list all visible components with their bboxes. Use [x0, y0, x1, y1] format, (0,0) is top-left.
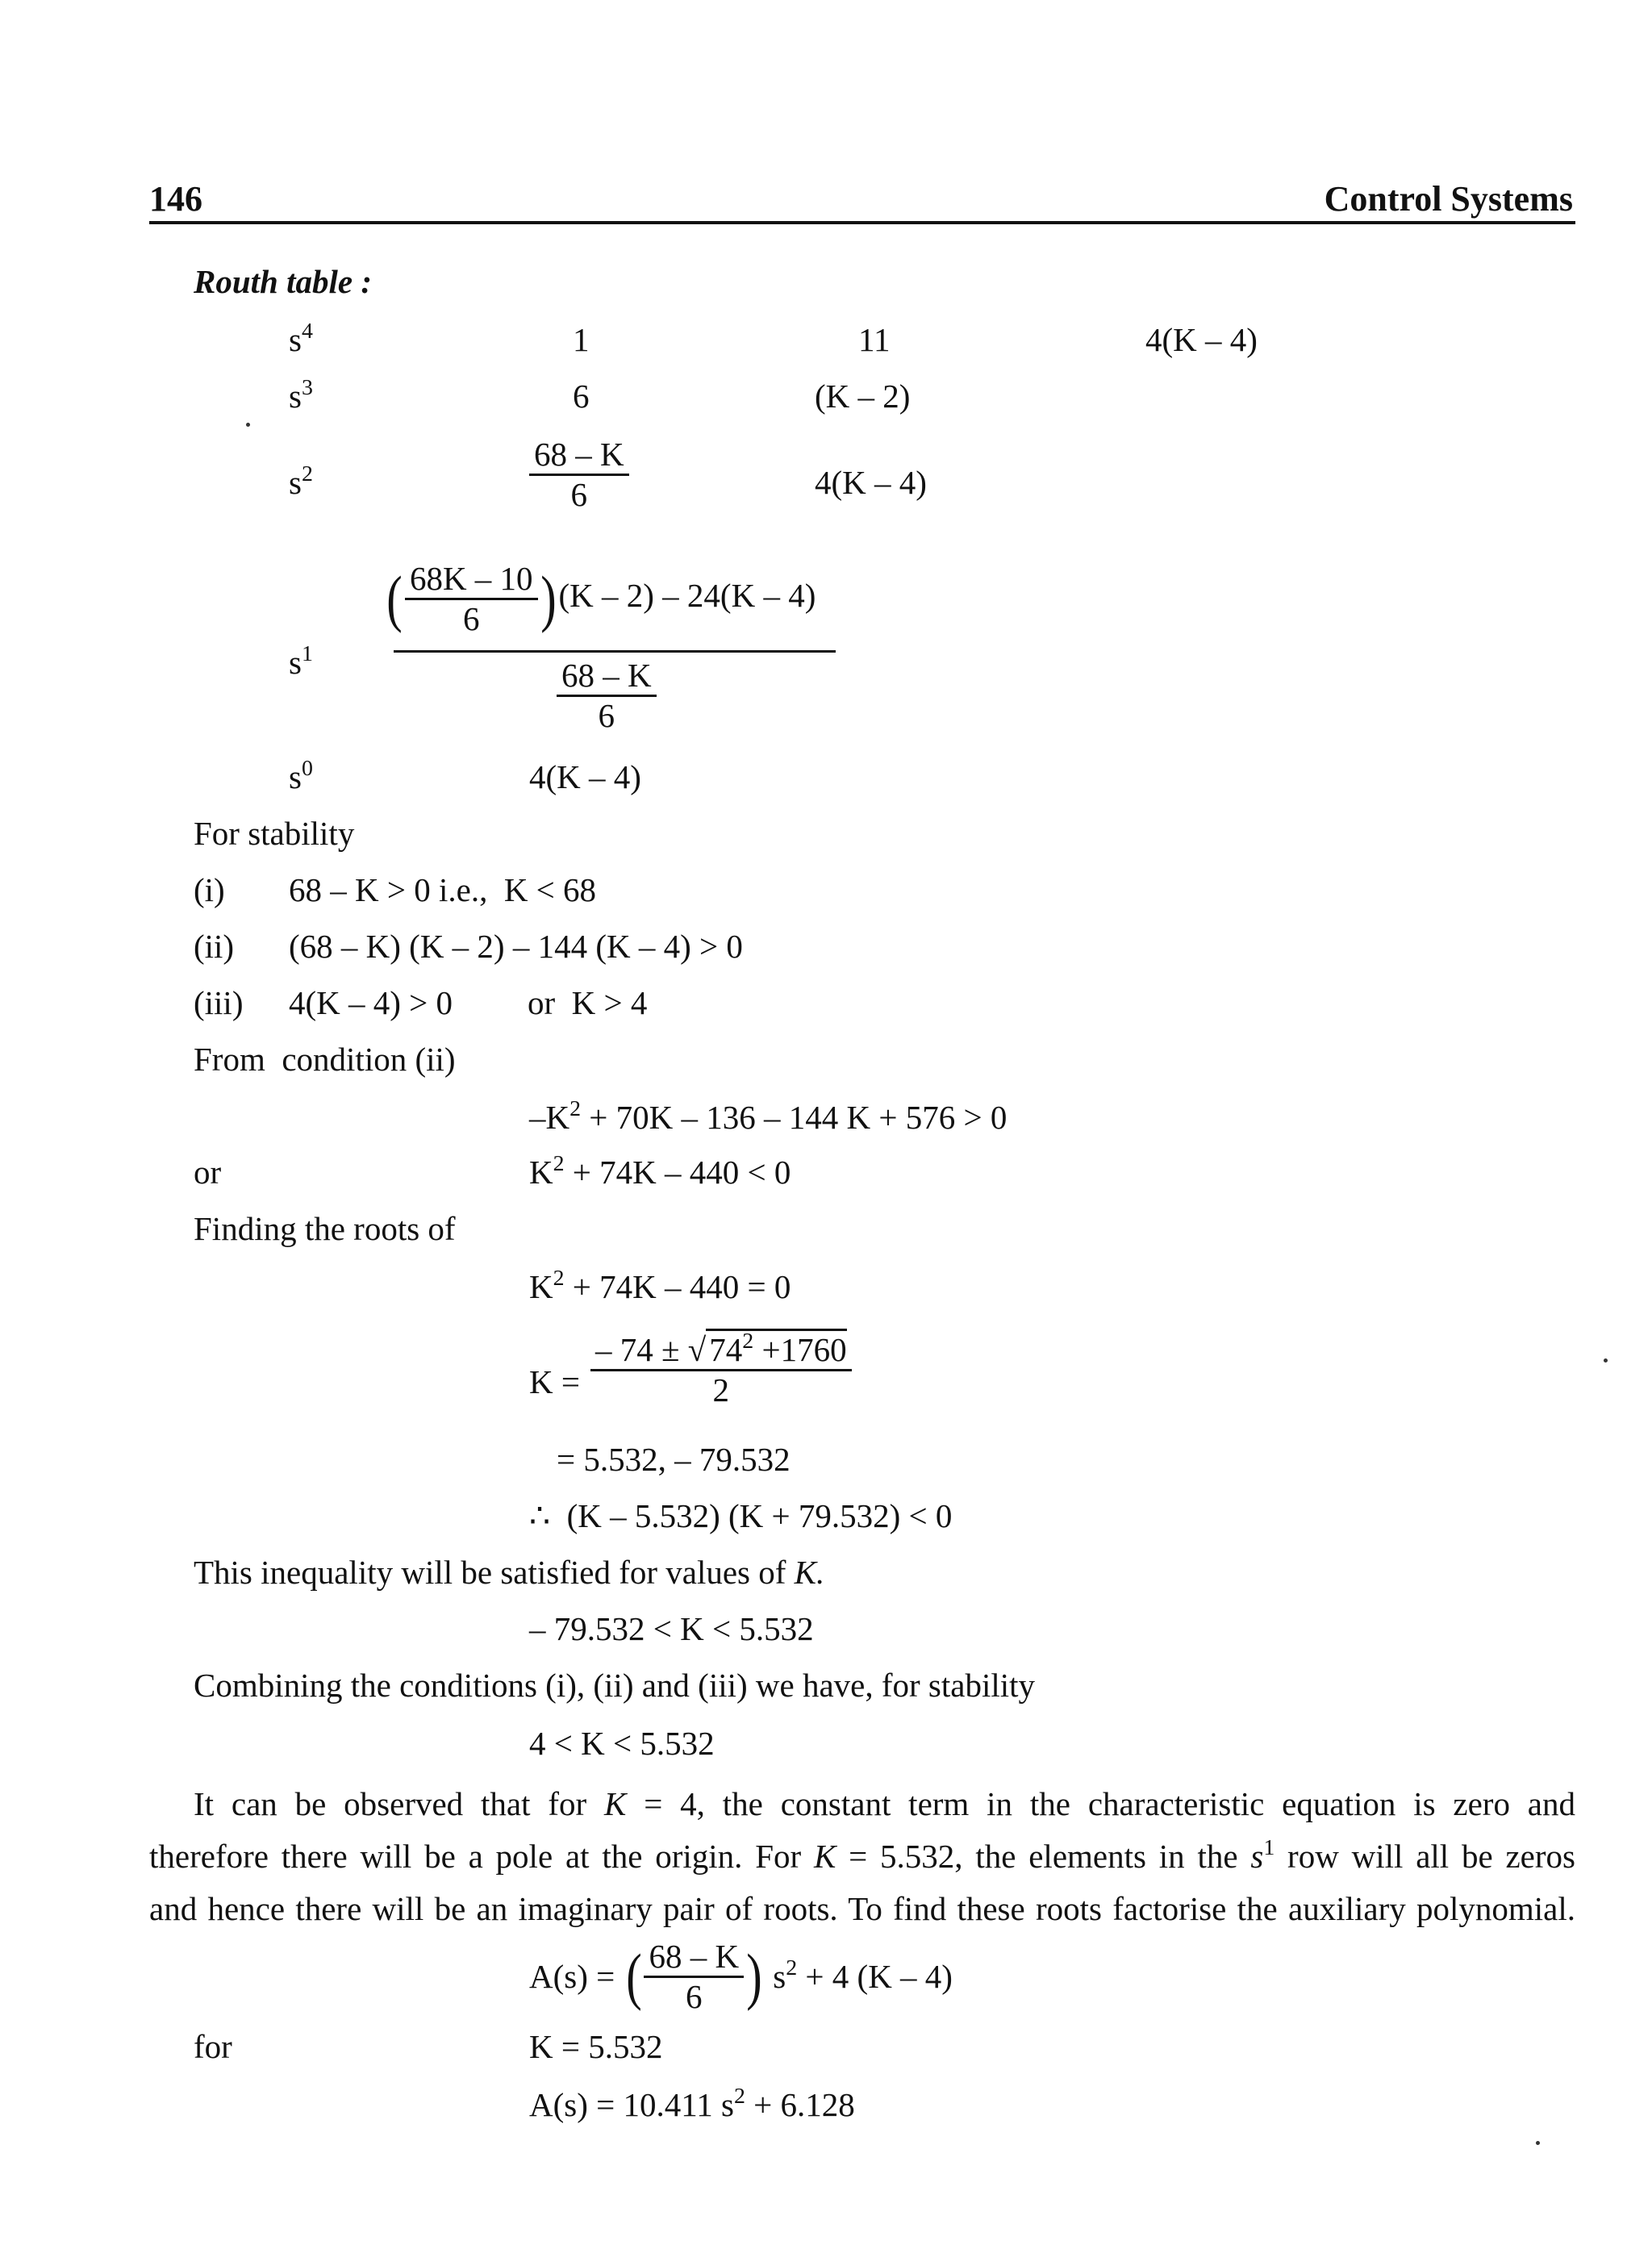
k-value: K = 5.532 [529, 2028, 663, 2065]
routh-row-label: $s^1$ [289, 641, 313, 681]
from-condition-label: From condition (ii) [194, 1041, 456, 1078]
routh-cell: (K – 2) [815, 378, 911, 415]
quadratic-fraction [590, 1328, 852, 1409]
fraction-denominator: 6 [598, 697, 615, 735]
routh-row-label: $s^2$ [289, 461, 313, 501]
routh-cell: 11 [858, 321, 891, 358]
stray-dot [246, 423, 250, 427]
page-number: 146 [149, 179, 202, 219]
routh-cell: 4(K – 4) [815, 464, 927, 501]
fraction-numerator: 68K – 10 [405, 560, 538, 600]
condition-number: (i) [194, 871, 225, 908]
combining-text: Combining the conditions (i), (ii) and (iii) we have, for stability [194, 1667, 1036, 1704]
fraction-denominator: 2 [712, 1371, 730, 1409]
paragraph-line: and hence there will be an imaginary pair of roots. To find these roots factorise the auxiliary polynomial. [149, 1890, 1575, 1927]
routh-cell: 6 [573, 378, 590, 415]
left-paren: ( [386, 563, 403, 633]
condition-extra: or K > 4 [528, 984, 648, 1021]
condition-text: 68 – K > 0 i.e., K < 68 [289, 871, 597, 908]
inner-fraction [405, 560, 538, 638]
routh-heading: Routh table : [194, 263, 372, 300]
running-title: Control Systems [1324, 179, 1573, 219]
fraction-denominator: 6 [463, 600, 480, 638]
left-paren: ( [625, 1941, 642, 2011]
s1-numerator [384, 560, 816, 638]
fraction-numerator: – $74 \pm √74^2 +1760$ [590, 1331, 852, 1371]
equation-2: $K^2 + 74K - 440 < 0$ [529, 1150, 791, 1191]
aux-polynomial: A(s) = ( $\frac{68 - K}{6}$ ) $s^2 + 4$ (K – 4) [529, 1938, 953, 2016]
equation-1: $-K^2 + 70K - 136 - 144$ K + 576 > 0 [529, 1095, 1007, 1136]
fraction-numerator: 68 – K [557, 657, 657, 697]
routh-cell-fraction [529, 436, 629, 514]
stray-dot [1536, 2141, 1540, 2145]
roots-value: = 5.532, – 79.532 [557, 1441, 791, 1478]
fraction-denominator: 6 [570, 476, 588, 514]
condition-number: (iii) [194, 984, 244, 1021]
aux-final: A(s) = 10.411 $s^2 + 6.128$ [529, 2083, 855, 2123]
sqrt-radicand: $74^2 +1760$ [706, 1329, 846, 1368]
header-rule [149, 221, 1575, 224]
s1-fraction-bar [394, 650, 836, 653]
fraction-numerator: 68 – K [644, 1938, 744, 1978]
or-label: or [194, 1154, 222, 1191]
routh-cell: 4(K – 4) [1145, 321, 1258, 358]
right-paren: ) [540, 563, 557, 633]
equation-3: $K^2 + 74K - 440 = 0$ [529, 1265, 791, 1305]
right-paren: ) [746, 1941, 762, 2011]
stability-heading: For stability [194, 815, 355, 852]
routh-cell: 4(K – 4) [529, 758, 641, 795]
numerator-rest: (K – 2) – 24(K – 4) [558, 577, 816, 615]
condition-number: (ii) [194, 928, 235, 965]
k-label: K = [529, 1363, 580, 1400]
routh-row-label: $s^3$ [289, 374, 313, 415]
range-1: – 79.532 < K < 5.532 [529, 1610, 814, 1647]
aux-fraction [644, 1938, 744, 2016]
inequality-text: This inequality will be satisfied for values of K. [194, 1554, 825, 1591]
s1-denominator-fraction [557, 657, 657, 735]
fraction-denominator: 6 [686, 1978, 703, 2016]
finding-roots-label: Finding the roots of [194, 1210, 456, 1247]
for-label: for [194, 2028, 232, 2065]
condition-text: 4(K – 4) > 0 [289, 984, 453, 1021]
therefore-equation: ∴ (K – 5.532) (K + 79.532) < 0 [529, 1497, 953, 1534]
routh-row-label: $s^0$ [289, 755, 313, 795]
stray-dot [1604, 1358, 1608, 1363]
routh-cell: 1 [573, 321, 590, 358]
fraction-numerator: 68 – K [529, 436, 629, 476]
explanation-paragraph [149, 1778, 1575, 1935]
condition-text: (68 – K) (K – 2) – 144 (K – 4) > 0 [289, 928, 743, 965]
paragraph-line: It can be observed that for K = 4, the constant term in the characteristic equation is zero and [194, 1785, 1575, 1822]
paragraph-line: therefore there will be a pole at the origin. For K = 5.532, the elements in the $s^1$ row will all be zeros [149, 1834, 1575, 1875]
sqrt-icon: √ [687, 1331, 707, 1368]
routh-row-label: $s^4$ [289, 318, 313, 358]
range-2: 4 < K < 5.532 [529, 1725, 715, 1762]
